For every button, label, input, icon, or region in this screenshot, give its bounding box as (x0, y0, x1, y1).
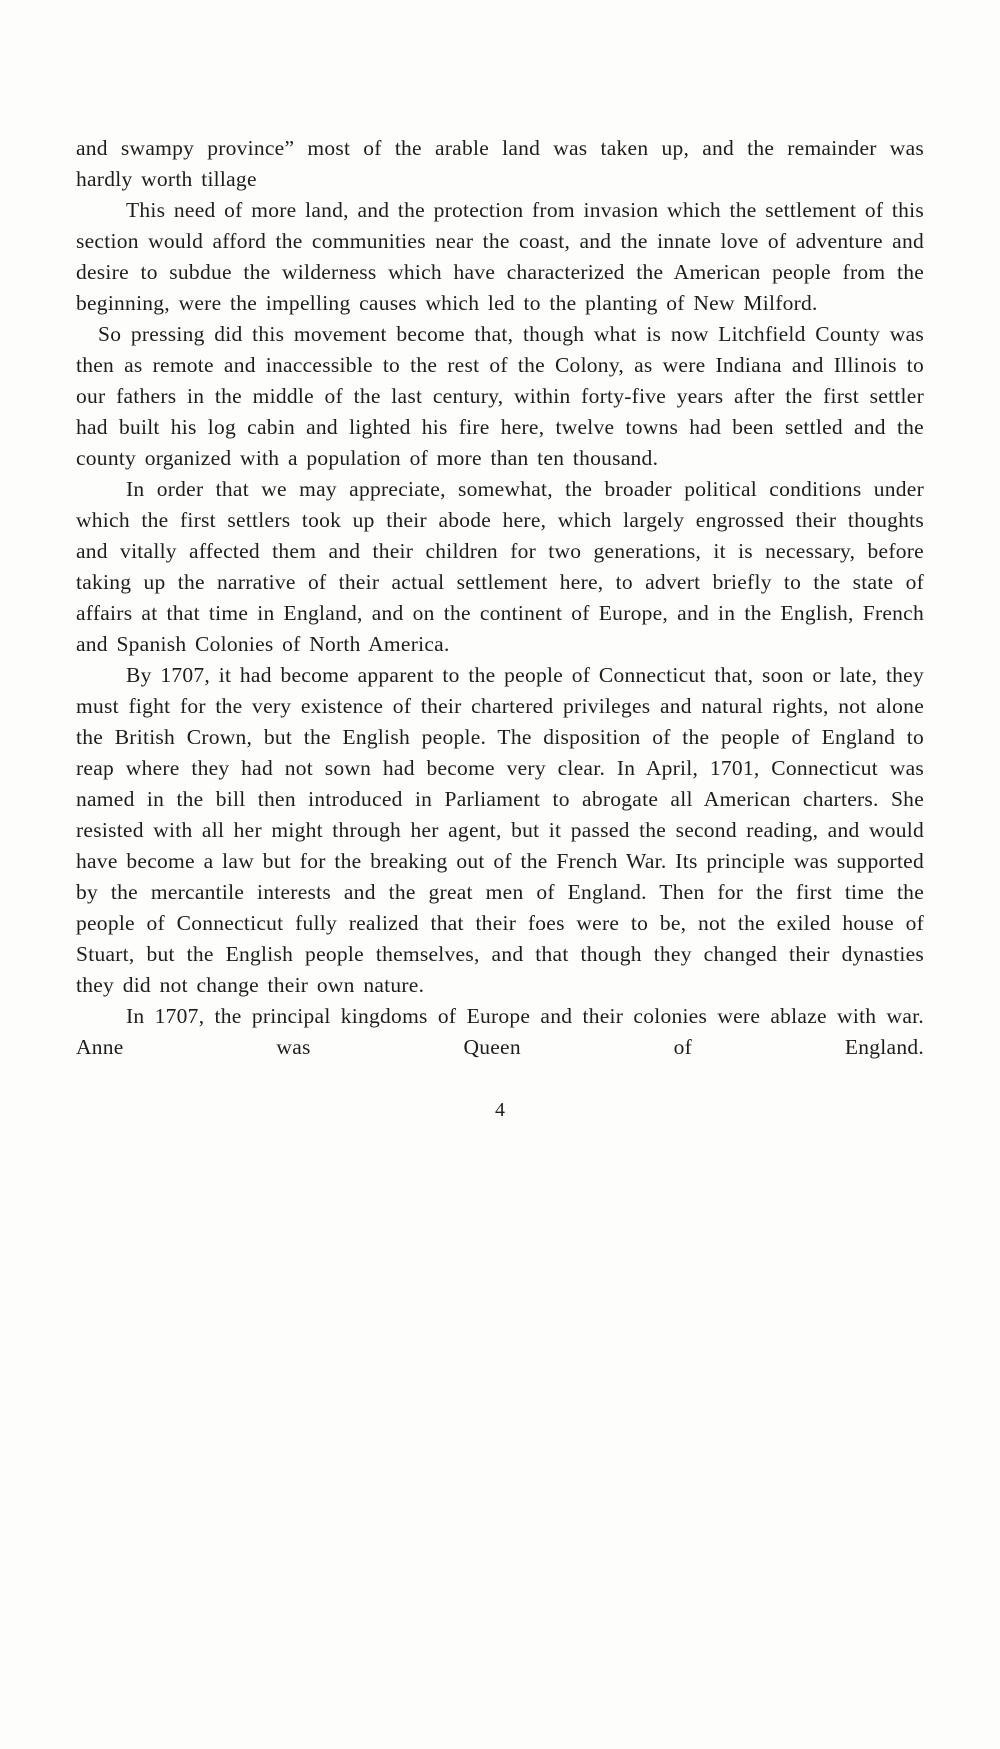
paragraph: This need of more land, and the protection from invasion which the settlement of this section would afford the communities near the coast, and the innate love of adventure and desire to subdue the wilderness which have characterized the American people from the beginning, were the impelling causes which led to the planting of New Milford. (76, 198, 924, 315)
page-text-block (76, 133, 924, 1063)
paragraph-continuation: and swampy province” most of the arable land was taken up, and the remainder was hardly worth tillage (76, 136, 924, 191)
paragraph: In order that we may appreciate, somewhat, the broader political conditions under which the first settlers took up their abode here, which largely engrossed their thoughts and vitally affected them and their children for two generations, it is necessary, before taking up the narrative of their actual settlement here, to advert briefly to the state of affairs at that time in England, and on the continent of Europe, and in the English, French and Spanish Colonies of North America. (76, 477, 924, 656)
page-number: 4 (495, 1099, 505, 1121)
paragraph: So pressing did this movement become that, though what is now Litchfield County was then as remote and inaccessible to the rest of the Colony, as were Indiana and Illinois to our fathers in the middle of the last century, within forty-five years after the first settler had built his log cabin and lighted his fire here, twelve towns had been settled and the county organized with a population of more than ten thousand. (76, 322, 924, 470)
paragraph: In 1707, the principal kingdoms of Europe and their colonies were ablaze with war. Anne was Queen of England. (76, 1004, 924, 1059)
paragraph: By 1707, it had become apparent to the people of Connecticut that, soon or late, they must fight for the very existence of their chartered privileges and natural rights, not alone the British Crown, but the English people. The disposition of the people of England to reap where they had not sown had become very clear. In April, 1701, Connecticut was named in the bill then introduced in Parliament to abrogate all American charters. She resisted with all her might through her agent, but it passed the second reading, and would have become a law but for the breaking out of the French War. Its principle was supported by the mercantile interests and the great men of England. Then for the first time the people of Connecticut fully realized that their foes were to be, not the exiled house of Stuart, but the English people themselves, and that though they changed their dynasties they did not change their own nature. (76, 663, 924, 997)
